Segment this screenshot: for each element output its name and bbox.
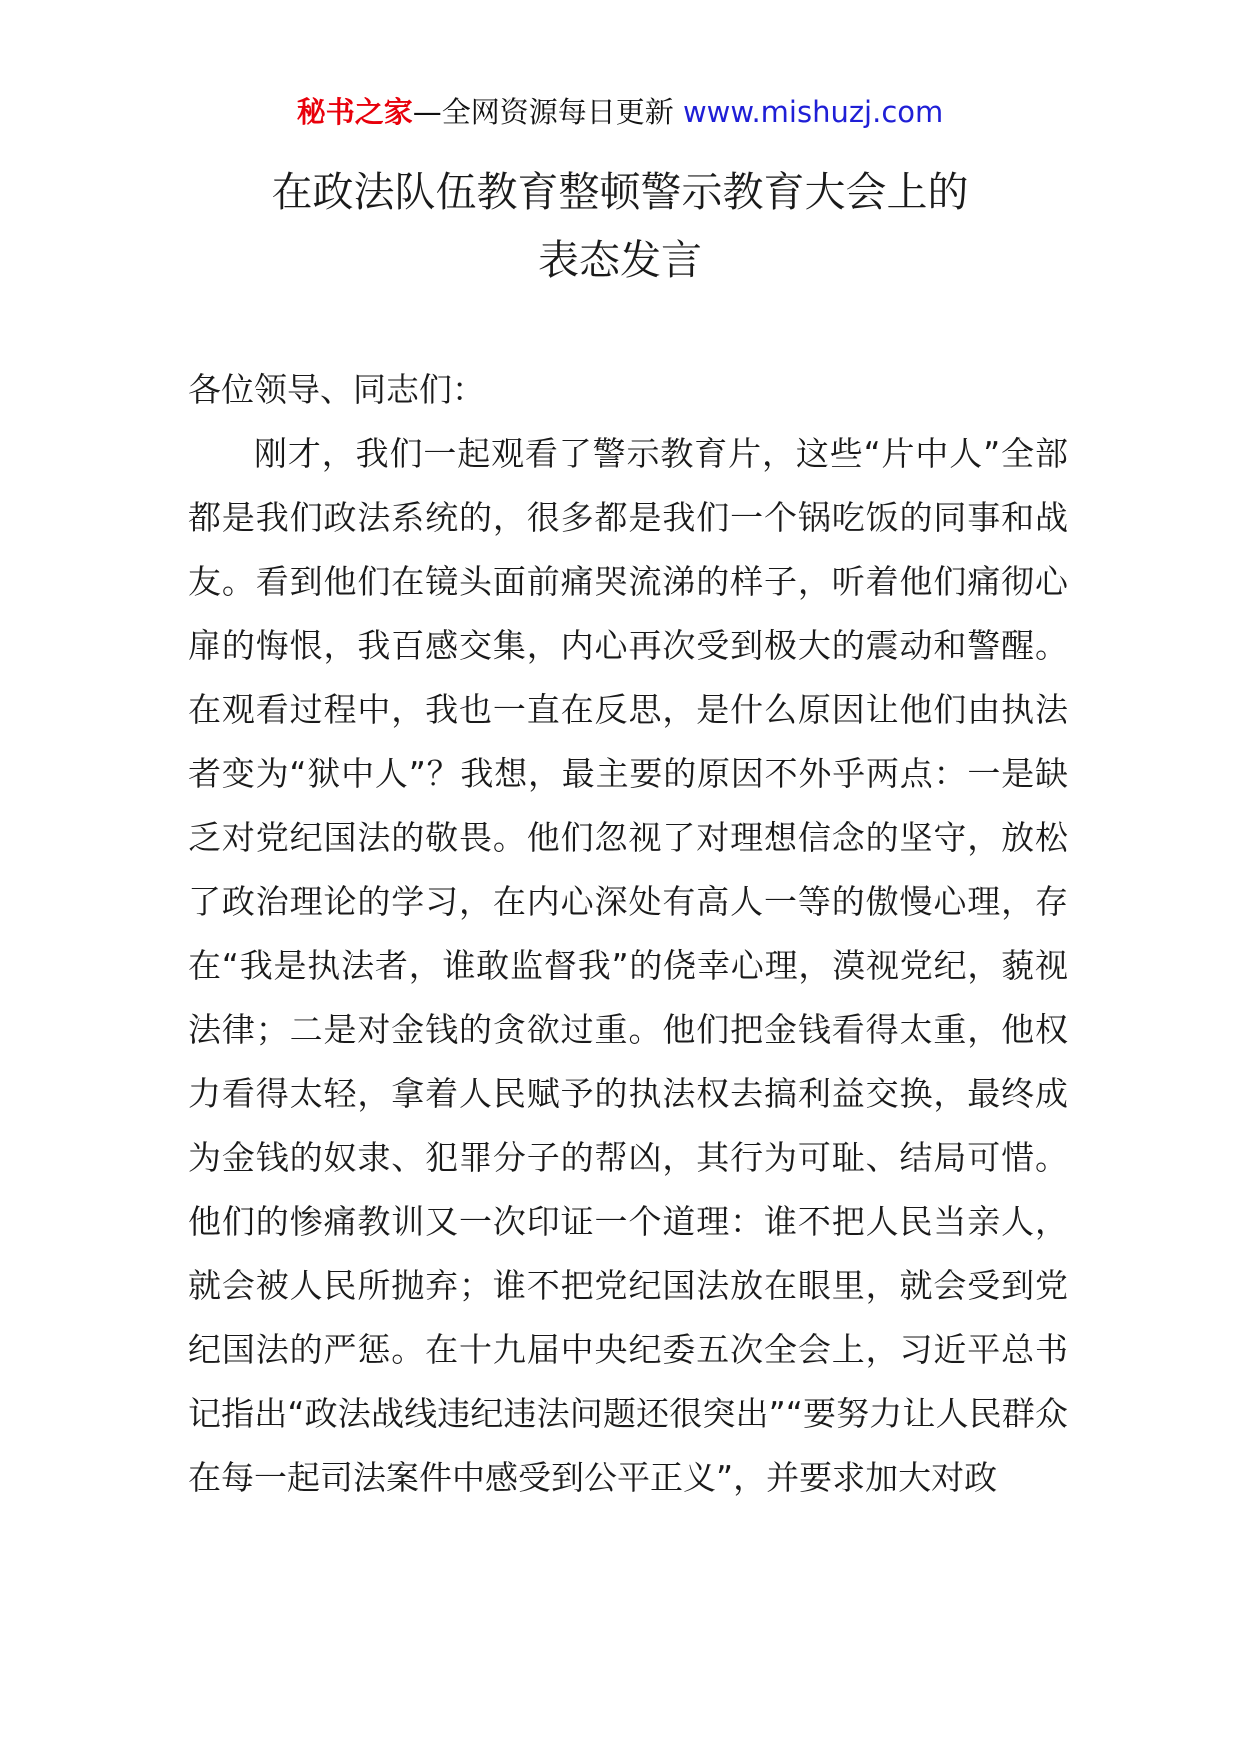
- salutation: 各位领导、同志们：: [188, 370, 485, 409]
- site-header: [0, 92, 1240, 132]
- site-url-link[interactable]: www.mishuzj.com: [682, 95, 944, 129]
- body-paragraph: 刚才，我们一起观看了警示教育片，这些“片中人”全部都是我们政法系统的，很多都是我们一个锅吃饭的同事和战友。看到他们在镜头面前痛哭流涕的样子，听着他们痛彻心扉的悔恨，我百感交集，内心再次受到极大的震动和警醒。在观看过程中，我也一直在反思，是什么原因让他们由执法者变为“狱中人”？我想，最主要的原因不外乎两点：一是缺乏对党纪国法的敬畏。他们忽视了对理想信念的坚守，放松了政治理论的学习，在内心深处有高人一等的傲慢心理，存在“我是执法者，谁敢监督我”的侥幸心理，漠视党纪，藐视法律；二是对金钱的贪欲过重。他们把金钱看得太重，他权力看得太轻，拿着人民赋予的执法权去搞利益交换，最终成为金钱的奴隶、犯罪分子的帮凶，其行为可耻、结局可惜。他们的惨痛教训又一次印证一个道理：谁不把人民当亲人，就会被人民所抛弃；谁不把党纪国法放在眼里，就会受到党纪国法的严惩。在十九届中央纪委五次全会上，习近平总书记指出“政法战线违纪违法问题还很突出”“要努力让人民群众在每一起司法案件中感受到公平正义”，并要求加大对政: [188, 434, 1068, 1497]
- header-tagline: —全网资源每日更新: [412, 95, 674, 129]
- document-title-line-2: 表态发言: [538, 236, 702, 284]
- document-title-line-1: 在政法队伍教育整顿警示教育大会上的: [271, 168, 969, 216]
- brand-name: 秘书之家: [296, 95, 413, 129]
